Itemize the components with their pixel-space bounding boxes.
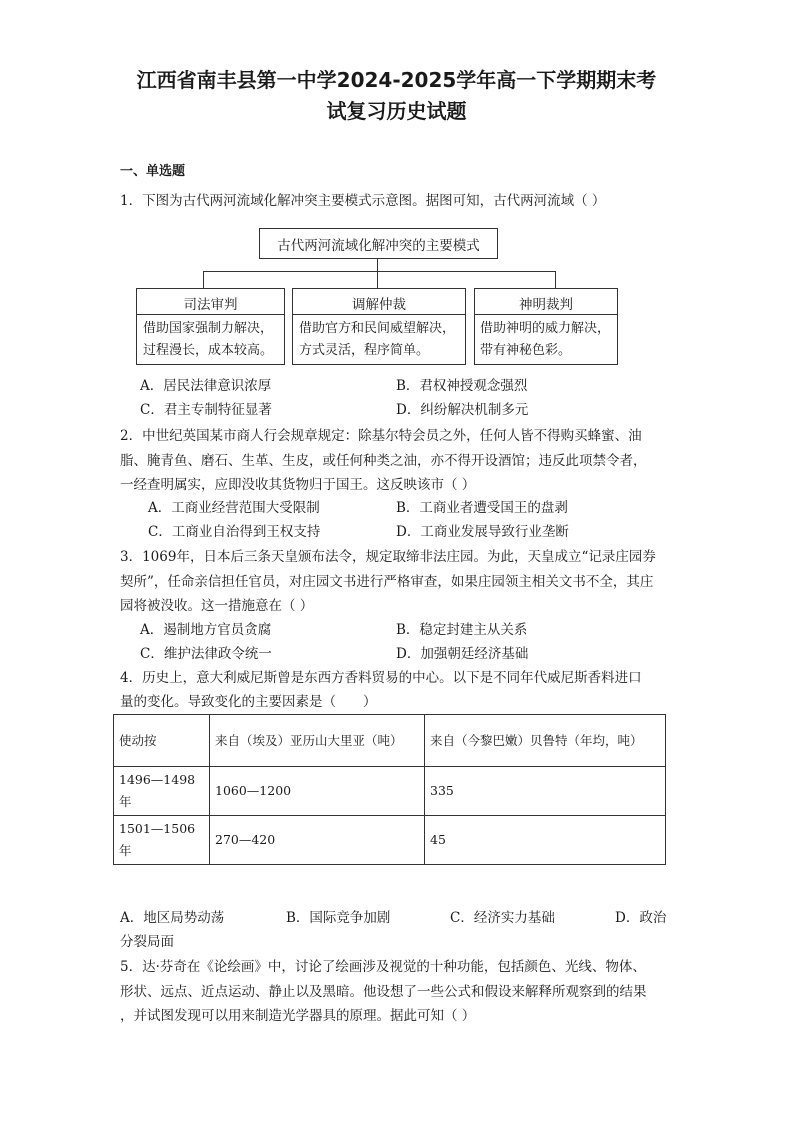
q4-option-c[interactable]: C．经济实力基础 [450, 910, 555, 926]
diagram-box2-line1: 借助官方和民间威望解决， [299, 321, 456, 336]
q3-option-b[interactable]: B．稳定封建主从关系 [396, 622, 528, 638]
table-header-row [114, 715, 666, 767]
q2-stem-line1: 2．中世纪英国某市商人行会规章规定：除基尔特会员之外，任何人皆不得购买蜂蜜、油 [120, 428, 642, 444]
q3-stem-line2: 契所”，任命亲信担任官员，对庄园文书进行严格审查，如果庄园领主相关文书不全，其庄 [120, 574, 654, 590]
q1-option-a[interactable]: A．居民法律意识浓厚 [140, 378, 272, 394]
q2-option-b[interactable]: B．工商业者遭受国王的盘剥 [396, 500, 568, 516]
q4-option-a[interactable]: A．地区局势动荡 [120, 910, 225, 926]
q4-option-d[interactable]: D．政治 [615, 910, 667, 926]
q2-stem-line3: 一经查明属实，应即没收其货物归于国王。这反映该市（ ） [120, 477, 476, 493]
connector-vertical [377, 259, 378, 271]
exam-title-line2: 试复习历史试题 [326, 99, 467, 123]
connector-left [203, 271, 204, 288]
diagram-box2-title: 调解仲裁 [352, 297, 406, 313]
table-row [114, 816, 666, 865]
section-heading: 一、单选题 [120, 164, 186, 179]
diagram-box3-title: 神明裁判 [519, 297, 573, 313]
table-row [114, 767, 666, 816]
table-cell: 1496—1498年 [114, 767, 210, 816]
q3-option-a[interactable]: A．遏制地方官员贪腐 [140, 622, 272, 638]
table-header-cell: 来自（今黎巴嫩）贝鲁特（年均，吨） [425, 715, 666, 767]
connector-horizontal [203, 271, 556, 272]
diagram-box1-line1: 借助国家强制力解决， [143, 321, 274, 336]
q1-option-d[interactable]: D．纠纷解决机制多元 [396, 402, 529, 418]
table-cell: 335 [425, 767, 666, 816]
table-header-cell: 使动按 [114, 715, 210, 767]
table-cell: 1060—1200 [210, 767, 425, 816]
diagram-top-label: 古代两河流域化解冲突的主要模式 [277, 238, 480, 254]
q5-stem-line2: 形状、远点、近点运动、静止以及黑暗。他设想了一些公式和假设来解释所观察到的结果 [120, 984, 647, 1000]
connector-right [555, 271, 556, 288]
q4-stem-line2: 量的变化。导致变化的主要因素是（ ） [120, 694, 377, 710]
diagram-box3-line1: 借助神明的威力解决， [480, 321, 611, 336]
q1-stem: 1．下图为古代两河流域化解冲突主要模式示意图。据图可知，古代两河流域（ ） [120, 193, 606, 209]
q4-data-table [113, 714, 666, 865]
table-cell: 45 [425, 816, 666, 865]
q4-stem-line1: 4．历史上，意大利威尼斯曾是东西方香料贸易的中心。以下是不同年代威尼斯香料进口 [120, 670, 642, 686]
q4-option-d-continued: 分裂局面 [120, 934, 174, 950]
q1-option-b[interactable]: B．君权神授观念强烈 [396, 378, 528, 394]
table-cell: 270—420 [210, 816, 425, 865]
q4-option-b[interactable]: B．国际竞争加剧 [286, 910, 391, 926]
q2-option-a[interactable]: A．工商业经营范围大受限制 [148, 500, 320, 516]
table-cell: 1501—1506年 [114, 816, 210, 865]
exam-title-line1: 江西省南丰县第一中学2024-2025学年高一下学期期末考 [136, 68, 657, 92]
diagram-box2-line2: 方式灵活，程序简单。 [299, 343, 430, 358]
q3-option-d[interactable]: D．加强朝廷经济基础 [396, 646, 529, 662]
q3-option-c[interactable]: C．维护法律政令统一 [140, 646, 272, 662]
q2-stem-line2: 脂、腌青鱼、磨石、生革、生皮，或任何种类之油，亦不得开设酒馆；违反此项禁令者， [120, 453, 647, 469]
table-header-cell: 来自（埃及）亚历山大里亚（吨） [210, 715, 425, 767]
q3-stem-line3: 园将被没收。这一措施意在（ ） [120, 598, 314, 614]
q3-stem-line1: 3．1069年，日本后三条天皇颁布法令，规定取缔非法庄园。为此，天皇成立“记录庄园券 [120, 549, 656, 565]
diagram-box3-line2: 带有神秘色彩。 [480, 343, 572, 358]
diagram-box1-line2: 过程漫长，成本较高。 [143, 343, 274, 358]
q2-option-d[interactable]: D．工商业发展导致行业垄断 [396, 524, 569, 540]
q5-stem-line1: 5．达·芬奇在《论绘画》中，讨论了绘画涉及视觉的十种功能，包括颜色、光线、物体、 [120, 959, 646, 975]
q5-stem-line3: ，并试图发现可以用来制造光学器具的原理。据此可知（ ） [120, 1008, 476, 1024]
q2-option-c[interactable]: C．工商业自治得到王权支持 [148, 524, 321, 540]
q1-option-c[interactable]: C．君主专制特征显著 [140, 402, 272, 418]
diagram-box1-title: 司法审判 [183, 297, 238, 313]
connector-middle [377, 271, 378, 288]
